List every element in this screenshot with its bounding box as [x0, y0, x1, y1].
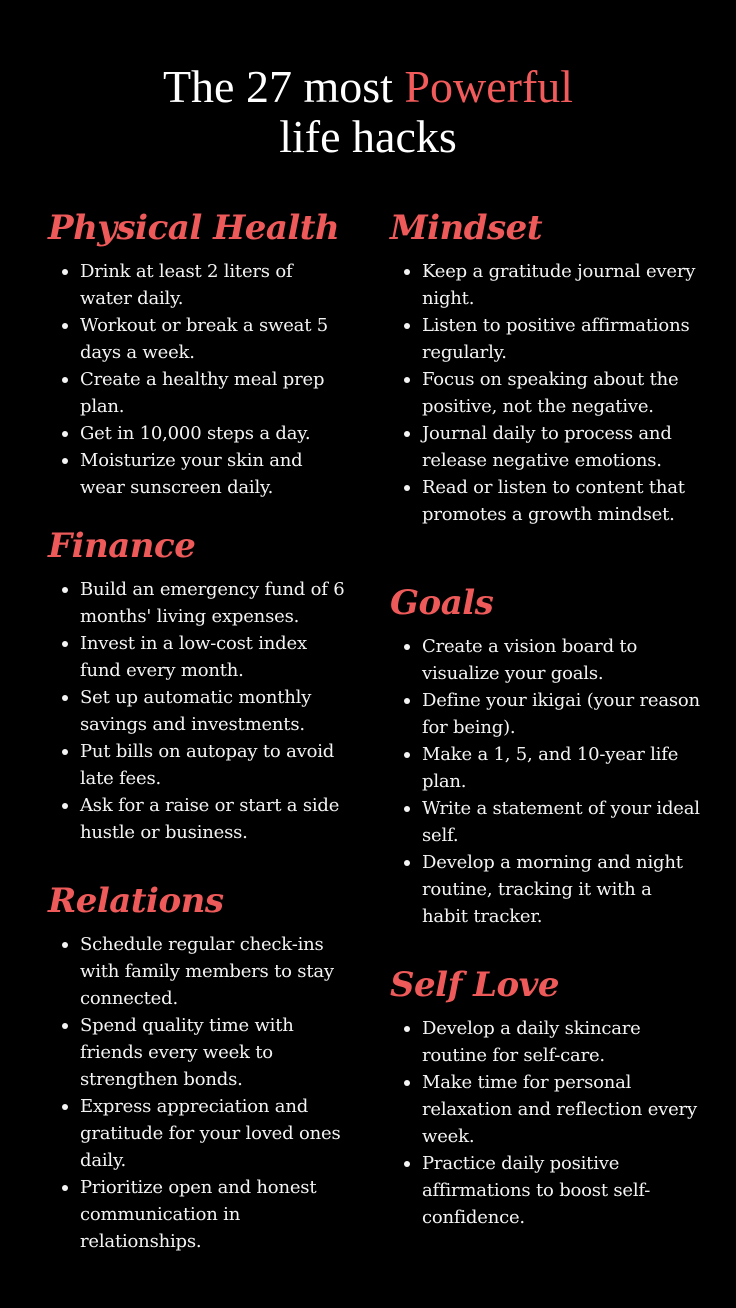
section-heading: Physical Health	[48, 208, 340, 248]
section-goals	[390, 583, 700, 930]
list-item: Develop a daily skincare routine for self-care.	[422, 1015, 700, 1069]
list-item: Workout or break a sweat 5 days a week.	[80, 312, 348, 366]
section-physical-health	[48, 208, 348, 501]
section-heading: Self Love	[390, 965, 560, 1005]
section-mindset	[390, 208, 700, 528]
bullet-list	[390, 258, 700, 528]
list-item: Spend quality time with friends every week to strengthen bonds.	[80, 1012, 348, 1093]
list-item: Write a statement of your ideal self.	[422, 795, 700, 849]
list-item: Ask for a raise or start a side hustle or business.	[80, 792, 348, 846]
page-title	[0, 62, 736, 162]
bullet-list	[48, 258, 348, 501]
list-item: Drink at least 2 liters of water daily.	[80, 258, 348, 312]
list-item: Express appreciation and gratitude for your loved ones daily.	[80, 1093, 348, 1174]
list-item: Keep a gratitude journal every night.	[422, 258, 700, 312]
bullet-list	[390, 633, 700, 930]
list-item: Listen to positive affirmations regularly.	[422, 312, 700, 366]
bullet-list	[48, 931, 348, 1255]
list-item: Read or listen to content that promotes a growth mindset.	[422, 474, 700, 528]
section-heading: Goals	[390, 583, 494, 623]
list-item: Define your ikigai (your reason for being).	[422, 687, 700, 741]
list-item: Make a 1, 5, and 10-year life plan.	[422, 741, 700, 795]
list-item: Create a healthy meal prep plan.	[80, 366, 348, 420]
list-item: Focus on speaking about the positive, not the negative.	[422, 366, 700, 420]
title-prefix: The 27 most	[162, 61, 405, 112]
section-self-love	[390, 965, 700, 1231]
list-item: Practice daily positive affirmations to boost self-confidence.	[422, 1150, 700, 1231]
list-item: Make time for personal relaxation and reflection every week.	[422, 1069, 700, 1150]
section-heading: Mindset	[390, 208, 543, 248]
bullet-list	[48, 576, 348, 846]
list-item: Develop a morning and night routine, tracking it with a habit tracker.	[422, 849, 700, 930]
title-line2: life hacks	[279, 111, 457, 162]
list-item: Get in 10,000 steps a day.	[80, 420, 348, 447]
list-item: Build an emergency fund of 6 months' living expenses.	[80, 576, 348, 630]
section-relations	[48, 881, 348, 1255]
list-item: Create a vision board to visualize your goals.	[422, 633, 700, 687]
list-item: Schedule regular check-ins with family members to stay connected.	[80, 931, 348, 1012]
list-item: Prioritize open and honest communication in relationships.	[80, 1174, 348, 1255]
section-heading: Relations	[48, 881, 224, 921]
list-item: Moisturize your skin and wear sunscreen daily.	[80, 447, 348, 501]
title-accent: Powerful	[404, 61, 574, 112]
list-item: Put bills on autopay to avoid late fees.	[80, 738, 348, 792]
list-item: Invest in a low-cost index fund every month.	[80, 630, 348, 684]
section-finance	[48, 526, 348, 846]
list-item: Set up automatic monthly savings and investments.	[80, 684, 348, 738]
list-item: Journal daily to process and release negative emotions.	[422, 420, 700, 474]
section-heading: Finance	[48, 526, 196, 566]
bullet-list	[390, 1015, 700, 1231]
